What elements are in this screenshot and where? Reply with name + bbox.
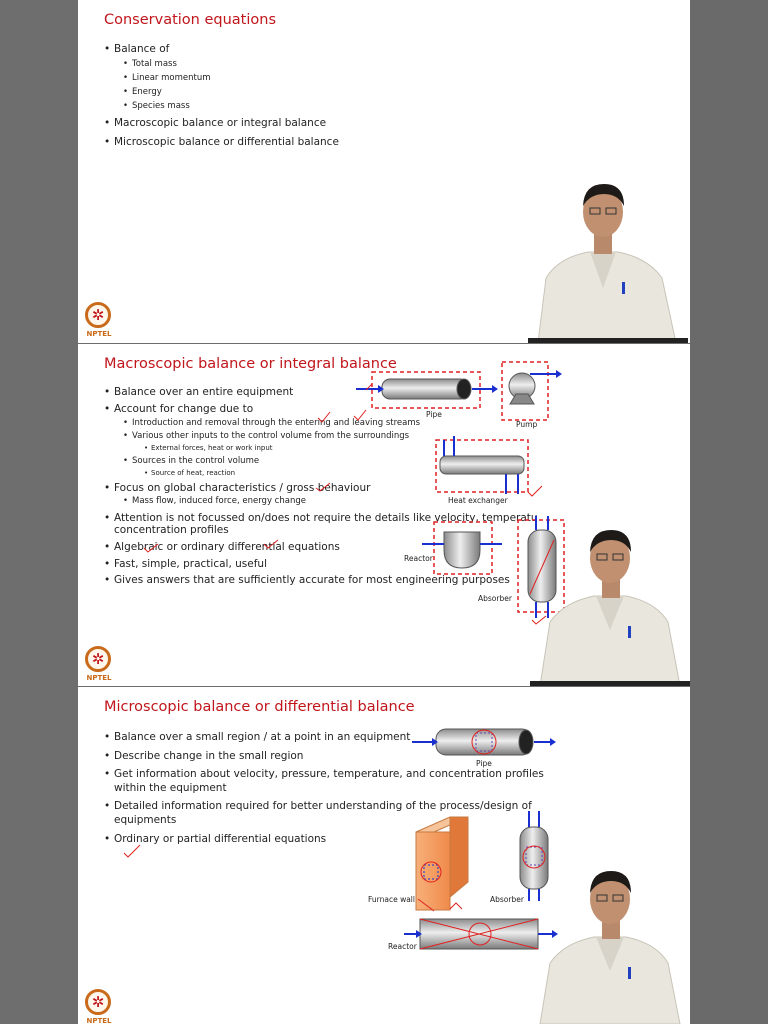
logo-text: NPTEL <box>86 1017 112 1024</box>
label-absorber: Absorber <box>478 594 512 603</box>
bullet-total-mass: • Total mass <box>132 59 177 69</box>
bullet-mass-flow: • Mass flow, induced force, energy change <box>132 496 306 506</box>
label-furnace-wall: Furnace wall <box>368 895 415 904</box>
label-pipe: Pipe <box>426 410 442 419</box>
slide-title: Microscopic balance or differential balance <box>104 699 415 715</box>
label-reactor: Reactor <box>404 554 433 563</box>
bullet-detailed-information: • Detailed information required for better understanding of the process/design of <box>114 800 532 812</box>
logo-text: NPTEL <box>86 674 112 682</box>
bullet-source-heat: • Source of heat, reaction <box>151 469 235 477</box>
bullet-microscopic: • Microscopic balance or differential balance <box>114 136 339 148</box>
right-background <box>690 0 768 1024</box>
left-background <box>0 0 78 1024</box>
slide-title: Conservation equations <box>104 12 277 28</box>
bullet-fast-simple: • Fast, simple, practical, useful <box>114 558 267 570</box>
label-pipe: Pipe <box>476 759 492 768</box>
bullet-ordinary-partial: • Ordinary or partial differential equations <box>114 833 326 845</box>
pump-icon <box>502 362 562 420</box>
furnace-wall-icon <box>416 817 468 911</box>
pipe-icon <box>356 372 498 408</box>
logo-wheel-icon: ✲ <box>91 306 105 324</box>
bullet-get-information: • Get information about velocity, pressure, temperature, and concentration profiles <box>114 768 544 780</box>
bullet-linear-momentum: • Linear momentum <box>132 73 211 83</box>
bullet-algebraic: • Algebraic or ordinary differential equations <box>114 541 340 553</box>
bullet-energy: • Energy <box>132 87 162 97</box>
presenter-video <box>518 178 690 343</box>
bullet-answers: • Gives answers that are sufficiently accurate for most engineering purposes <box>114 574 510 586</box>
reactor-icon <box>422 522 502 574</box>
label-absorber: Absorber <box>490 895 524 904</box>
nptel-logo <box>82 302 116 343</box>
bullet-account-for-change: • Account for change due to <box>114 403 253 415</box>
slide-macroscopic-balance <box>78 344 690 686</box>
bullet-surroundings: • Various other inputs to the control volume from the surroundings <box>132 431 409 441</box>
label-heat-exchanger: Heat exchanger <box>448 496 508 505</box>
bullet-describe-change: • Describe change in the small region <box>114 750 303 762</box>
bullet-entire-equipment: • Balance over an entire equipment <box>114 386 293 398</box>
bullet-sources: • Sources in the control volume <box>132 456 259 466</box>
bullet-attention-cont: concentration profiles <box>114 524 229 536</box>
slide-title: Macroscopic balance or integral balance <box>104 356 397 372</box>
logo-text: NPTEL <box>86 330 112 338</box>
heat-exchanger-icon <box>436 436 528 494</box>
bullet-external-forces: • External forces, heat or work input <box>151 444 273 452</box>
presenter-video <box>530 863 690 1024</box>
bullet-macroscopic: • Macroscopic balance or integral balance <box>114 117 326 129</box>
presenter-video <box>530 524 690 686</box>
bullet-attention: • Attention is not focussed on/does not require the details like velocity, temperatu <box>114 512 538 524</box>
logo-wheel-icon: ✲ <box>91 993 105 1011</box>
slide-conservation-equations <box>78 0 690 343</box>
nptel-logo <box>82 646 116 686</box>
pipe-icon <box>412 729 556 755</box>
label-reactor: Reactor <box>388 942 417 951</box>
nptel-logo <box>82 989 116 1024</box>
bullet-get-information-cont: within the equipment <box>114 782 227 794</box>
bullet-detailed-information-cont: equipments <box>114 814 177 826</box>
bullet-balance-of: • Balance of <box>114 43 169 55</box>
handwritten-tick <box>124 845 140 857</box>
label-pump: Pump <box>516 420 538 429</box>
bullet-species-mass: • Species mass <box>132 101 190 111</box>
slide-microscopic-balance <box>78 687 690 1024</box>
logo-wheel-icon: ✲ <box>91 650 105 668</box>
bullet-global-characteristics: • Focus on global characteristics / gross behaviour <box>114 482 370 494</box>
bullet-small-region: • Balance over a small region / at a point in an equipment <box>114 731 410 743</box>
bullet-streams: • Introduction and removal through the entering and leaving streams <box>132 418 420 428</box>
